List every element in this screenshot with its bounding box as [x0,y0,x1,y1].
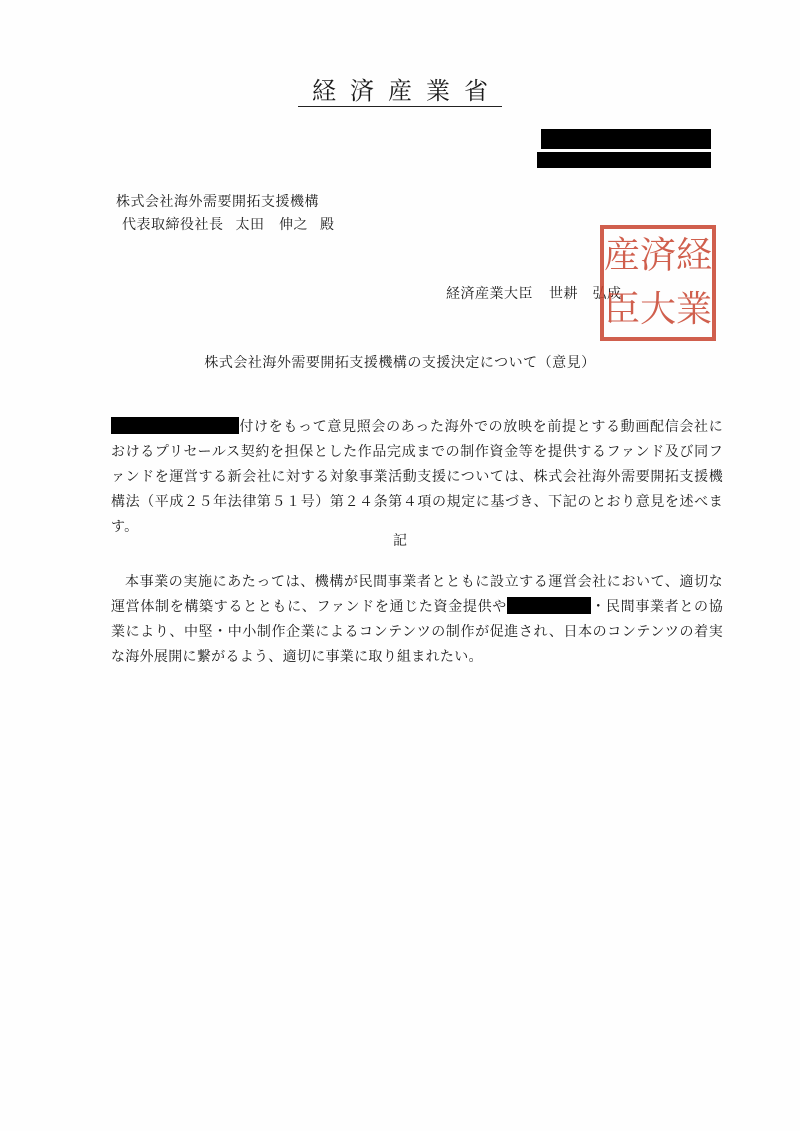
redacted-date [537,152,711,168]
paragraph-opinion-request [111,415,723,540]
recipient-line [116,214,335,237]
document-subject: 株式会社海外需要開拓支援機構の支援決定について（意見） [204,355,596,371]
recipient-block [116,191,335,237]
seal-char: 産 [604,235,641,276]
redacted-entity [507,597,591,614]
sender-block [446,283,622,303]
official-seal [600,225,716,341]
ki-heading: 記 [393,533,407,549]
paragraph2-text-b: ・民間事業者との協業により、中堅・中小制作企業によるコンテンツの制作が促進され、日本のコンテンツの着実な海外展開に繋がるよう、適切に事業に取り組まれたい。 [111,599,723,665]
recipient-organization: 株式会社海外需要開拓支援機構 [116,194,319,210]
seal-char: 臣 [604,289,641,330]
sender-title: 経済産業大臣 [446,286,533,302]
paragraph-opinion [111,570,723,670]
seal-char: 大 [640,289,677,330]
recipient-name: 太田 伸之 [235,217,308,233]
recipient-title: 代表取締役社長 [122,217,224,233]
redacted-doc-number [541,129,711,149]
ministry-name: 経済産業省 [298,76,502,107]
paragraph2-text-a: 本事業の実施にあたっては、機構が民間事業者とともに設立する運営会社において、適切な運営体制を構築するとともに、ファンドを通じた資金提供や [111,574,723,615]
sender-name: 世耕 弘成 [549,286,622,302]
redacted-date-inline [111,417,239,434]
paragraph1-text: 付けをもって意見照会のあった海外での放映を前提とする動画配信会社におけるプリセールス契約を担保とした作品完成までの制作資金等を提供するファンド及び同ファンドを運営する新会社に対する対象事業活動支援については、株式会社海外需要開拓支援機構法（平成２５年法律第５１号）第２４条第４項の規定に基づき、下記のとおり意見を述べます。 [111,419,723,535]
seal-char: 業 [676,289,713,330]
seal-char: 済 [640,235,677,276]
recipient-honorific: 殿 [320,217,335,233]
ministry-header [0,76,800,107]
seal-char: 経 [676,235,713,276]
